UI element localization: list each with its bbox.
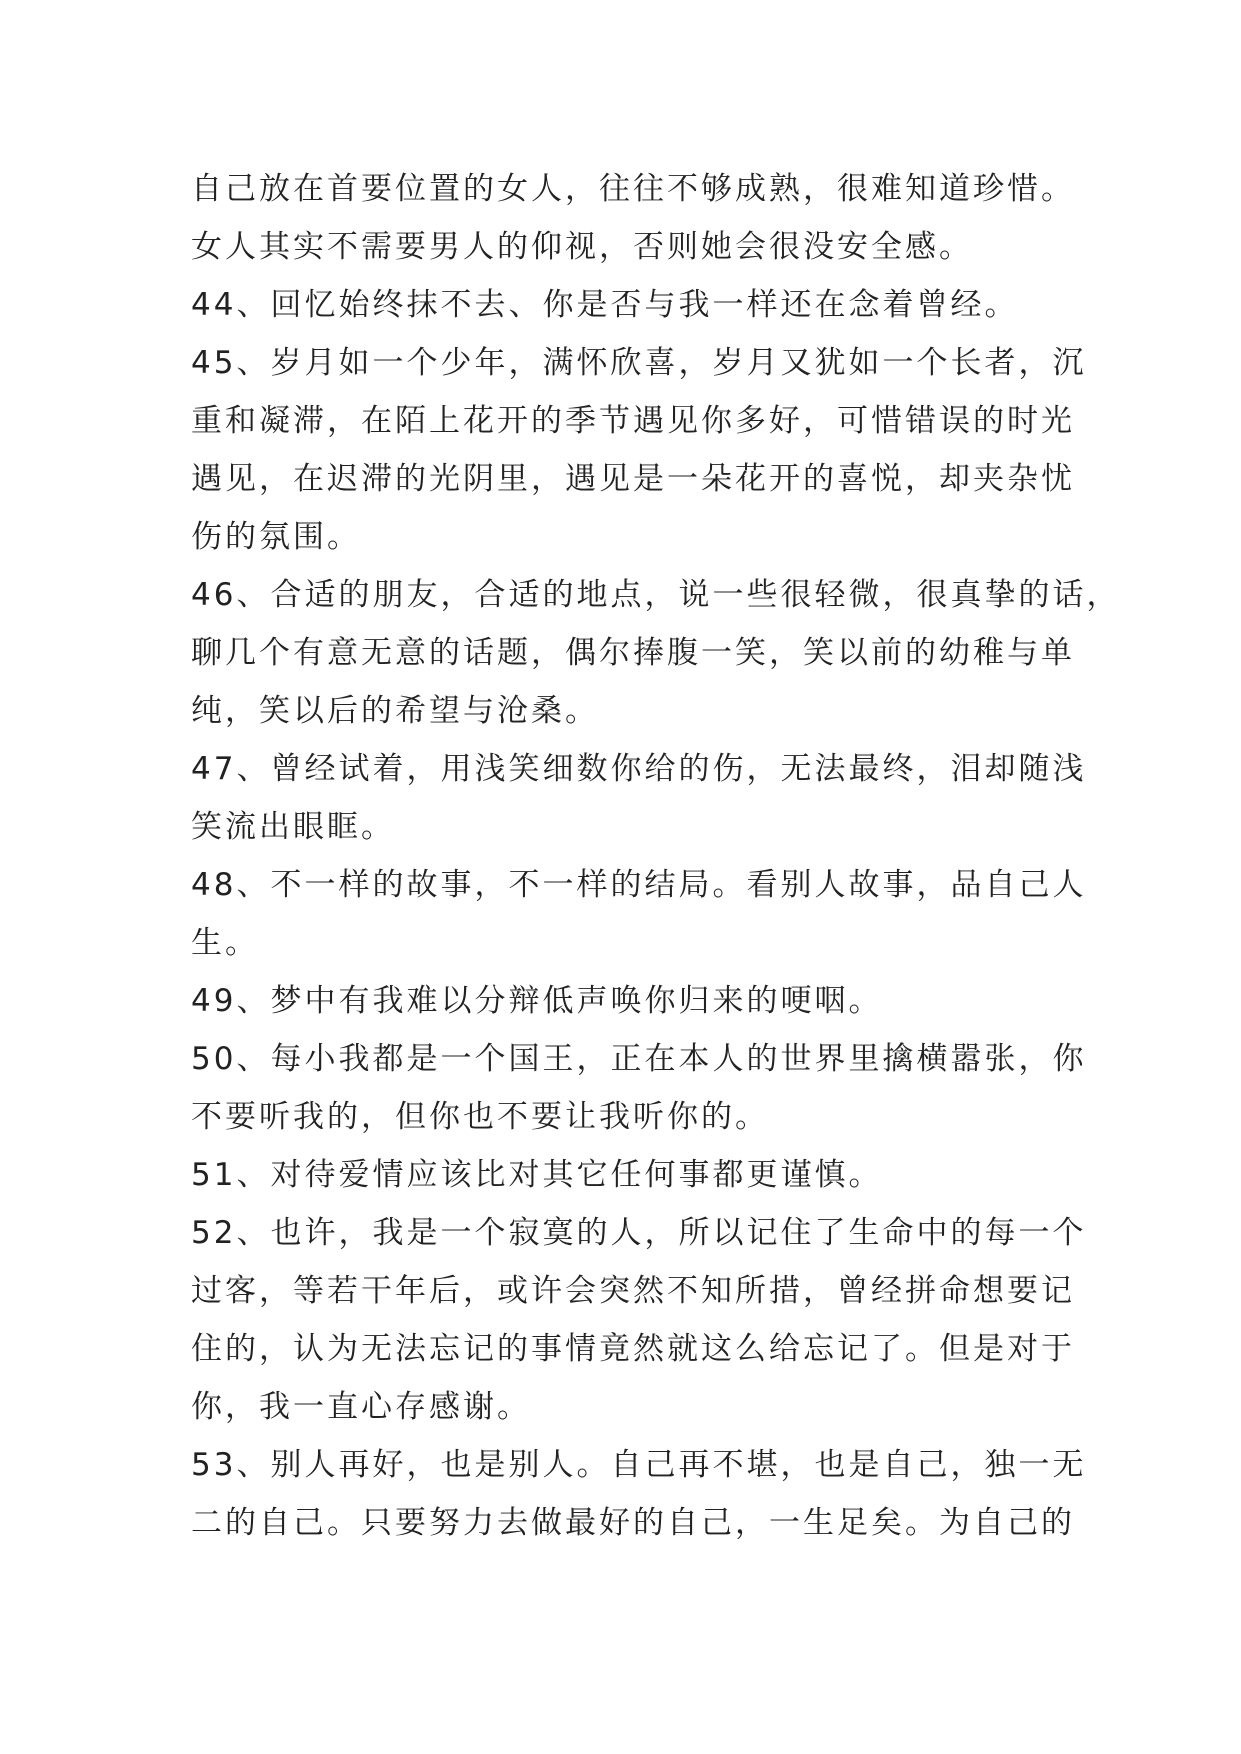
text-line: 你，我一直心存感谢。	[191, 1389, 531, 1425]
text-line: 重和凝滞，在陌上花开的季节遇见你多好，可惜错误的时光	[191, 403, 1075, 439]
text-line: 生。	[191, 925, 259, 961]
text-line: 伤的氛围。	[191, 519, 361, 555]
text-line: 47、曾经试着，用浅笑细数你给的伤，无法最终，泪却随浅	[191, 751, 1087, 787]
text-line: 住的，认为无法忘记的事情竟然就这么给忘记了。但是对于	[191, 1331, 1075, 1367]
text-line: 笑流出眼眶。	[191, 809, 395, 845]
text-line: 51、对待爱情应该比对其它任何事都更谨慎。	[191, 1157, 883, 1193]
text-line: 48、不一样的故事，不一样的结局。看别人故事，品自己人	[191, 867, 1087, 903]
text-line: 50、每小我都是一个国王，正在本人的世界里擒横嚣张，你	[191, 1041, 1087, 1077]
text-line: 53、别人再好，也是别人。自己再不堪，也是自己，独一无	[191, 1447, 1087, 1483]
text-line: 44、回忆始终抹不去、你是否与我一样还在念着曾经。	[191, 287, 1019, 323]
text-line: 自己放在首要位置的女人，往往不够成熟，很难知道珍惜。	[191, 171, 1075, 207]
text-line: 纯，笑以后的希望与沧桑。	[191, 693, 599, 729]
text-line: 49、梦中有我难以分辩低声唤你归来的哽咽。	[191, 983, 883, 1019]
text-line: 女人其实不需要男人的仰视，否则她会很没安全感。	[191, 229, 973, 265]
text-line: 过客，等若干年后，或许会突然不知所措，曾经拼命想要记	[191, 1273, 1075, 1309]
text-line: 聊几个有意无意的话题，偶尔捧腹一笑，笑以前的幼稚与单	[191, 635, 1075, 671]
text-line: 52、也许，我是一个寂寞的人，所以记住了生命中的每一个	[191, 1215, 1087, 1251]
text-line: 不要听我的，但你也不要让我听你的。	[191, 1099, 769, 1135]
text-line: 46、合适的朋友，合适的地点，说一些很轻微，很真挚的话，	[191, 577, 1121, 613]
text-line: 45、岁月如一个少年，满怀欣喜，岁月又犹如一个长者，沉	[191, 345, 1087, 381]
body-text	[191, 160, 1121, 1552]
text-line: 二的自己。只要努力去做最好的自己，一生足矣。为自己的	[191, 1505, 1075, 1541]
text-line: 遇见，在迟滞的光阴里，遇见是一朵花开的喜悦，却夹杂忧	[191, 461, 1075, 497]
